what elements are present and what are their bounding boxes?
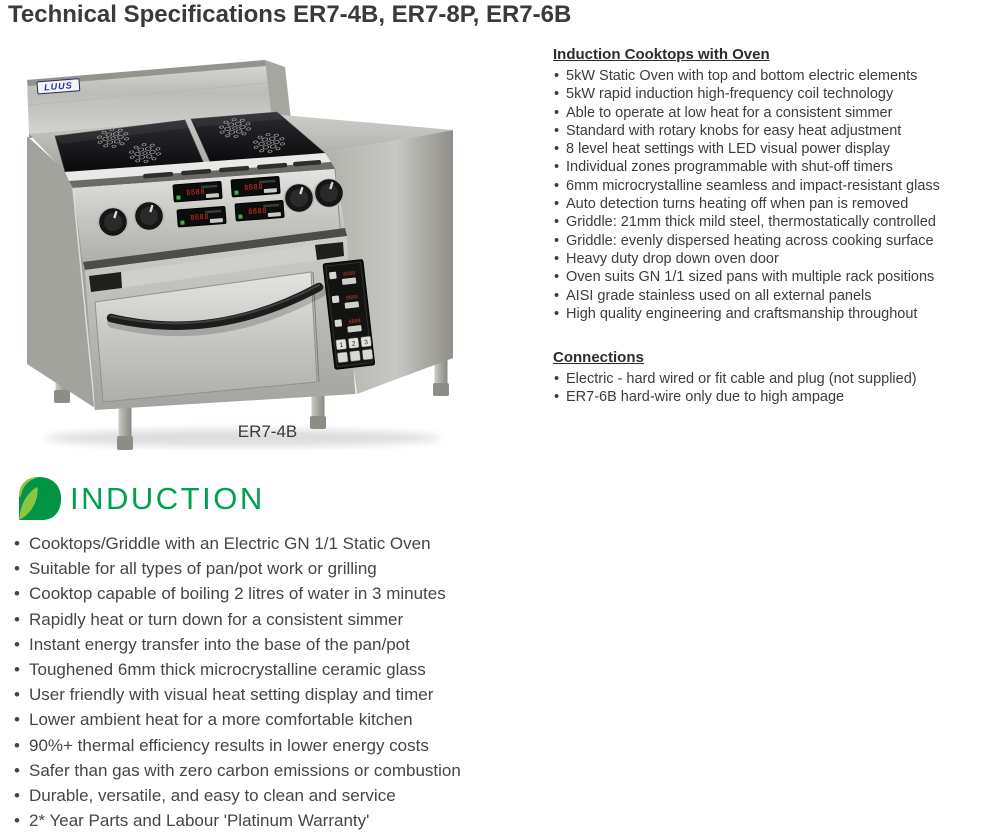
list-item: • Lower ambient heat for a more comfortable kitchen: [12, 707, 552, 732]
list-item: • 2* Year Parts and Labour 'Platinum Warranty': [12, 808, 552, 833]
list-item: • Toughened 6mm thick microcrystalline ceramic glass: [12, 657, 552, 682]
digital-display: [231, 176, 280, 197]
svg-text:8888: 8888: [348, 318, 362, 326]
keypad-key: 3: [363, 338, 369, 347]
keypad-key: 1: [339, 341, 344, 350]
list-item: • 5kW rapid induction high-frequency coil technology: [553, 85, 985, 103]
specs-column: [553, 46, 985, 407]
control-knob: [314, 179, 345, 208]
section-heading: Connections: [553, 349, 644, 367]
list-item: • Rapidly heat or turn down for a consistent simmer: [12, 607, 552, 632]
list-item: • AISI grade stainless used on all external panels: [553, 287, 985, 305]
list-item: • Cooktop capable of boiling 2 litres of water in 3 minutes: [12, 581, 552, 606]
induction-logo-text: INDUCTION: [70, 481, 265, 516]
list-item: • Oven suits GN 1/1 sized pans with multiple rack positions: [553, 268, 985, 286]
list-item: • Electric - hard wired or fit cable and plug (not supplied): [553, 370, 985, 388]
list-item: • Heavy duty drop down oven door: [553, 250, 985, 268]
list-item: • Instant energy transfer into the base of the pan/pot: [12, 632, 552, 657]
spec-section-connections: [553, 349, 985, 407]
svg-text:8888: 8888: [345, 294, 359, 302]
svg-text:8888: 8888: [185, 187, 206, 198]
list-item: • 8 level heat settings with LED visual power display: [553, 140, 985, 158]
digital-display: [177, 206, 226, 227]
list-item: • 5kW Static Oven with top and bottom electric elements: [553, 67, 985, 85]
brand-badge: [37, 79, 80, 94]
features-list: [12, 531, 552, 833]
section-heading: Induction Cooktops with Oven: [553, 46, 770, 63]
list-item: • 6mm microcrystalline seamless and impact-resistant glass: [553, 177, 985, 195]
svg-text:8888: 8888: [247, 206, 268, 217]
list-item: • Standard with rotary knobs for easy heat adjustment: [553, 122, 985, 140]
svg-text:8888: 8888: [243, 182, 264, 193]
spec-list-cooktops: [553, 67, 985, 323]
product-caption: ER7-4B: [237, 422, 298, 441]
keypad-key: 2: [351, 340, 356, 348]
spec-list-connections: [553, 370, 985, 407]
stove-illustration: [25, 50, 465, 450]
svg-text:8888: 8888: [342, 270, 356, 278]
digital-display: [235, 200, 284, 221]
digital-display: [173, 181, 222, 202]
list-item: • Cooktops/Griddle with an Electric GN 1/1 Static Oven: [12, 531, 552, 556]
product-figure: [25, 50, 465, 450]
svg-text:8888: 8888: [189, 212, 210, 223]
list-item: • 90%+ thermal efficiency results in lower energy costs: [12, 733, 552, 758]
list-item: • Griddle: 21mm thick mild steel, thermostatically controlled: [553, 213, 985, 231]
list-item: • Auto detection turns heating off when pan is removed: [553, 195, 985, 213]
page-title: Technical Specifications ER7-4B, ER7-8P, ER7-6B: [8, 1, 572, 28]
list-item: • Griddle: evenly dispersed heating across cooking surface: [553, 232, 985, 250]
list-item: • Individual zones programmable with shut-off timers: [553, 158, 985, 176]
control-knob: [134, 202, 165, 231]
list-item: • Safer than gas with zero carbon emissions or combustion: [12, 758, 552, 783]
list-item: • High quality engineering and craftsmanship throughout: [553, 305, 985, 323]
spec-section-cooktops: [553, 46, 985, 323]
list-item: • Durable, versatile, and easy to clean and service: [12, 783, 552, 808]
list-item: • User friendly with visual heat setting display and timer: [12, 682, 552, 707]
svg-text:LUUS: LUUS: [43, 80, 74, 93]
induction-logo: [16, 474, 265, 523]
list-item: • Suitable for all types of pan/pot work or grilling: [12, 556, 552, 581]
control-knob: [98, 208, 129, 237]
leaf-icon: [16, 474, 63, 523]
list-item: • ER7-6B hard-wire only due to high ampage: [553, 388, 985, 406]
list-item: • Able to operate at low heat for a consistent simmer: [553, 104, 985, 122]
control-knob: [284, 184, 315, 213]
